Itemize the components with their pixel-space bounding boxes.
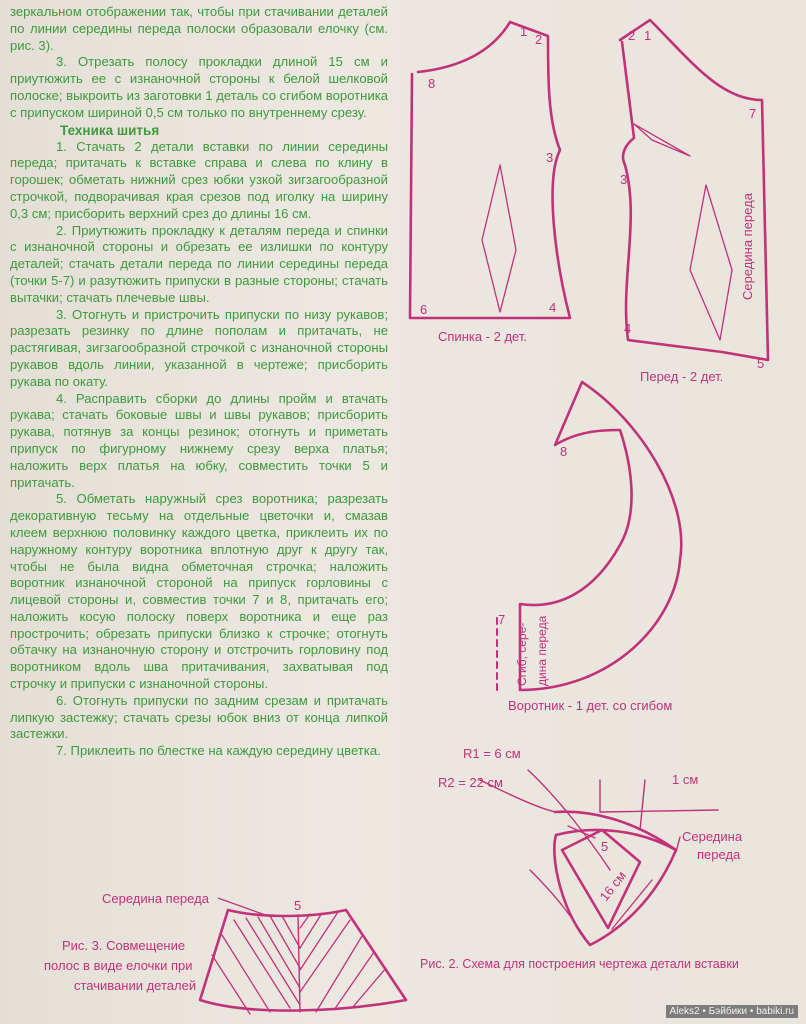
paragraph-sew-step-1: 1. Стачать 2 детали вставки по линии середины переда; притачать к вставке справа и слева по клину в горошек; обметать нижний срез юбки узкой зигзагообразной строчкой, подворачивая края срезов под иголку на ширину 0,3 см; присборить верхний срез до длины 16 см. (10, 138, 388, 221)
back-point-3: 3 (546, 150, 554, 165)
front-point-3: 3 (620, 172, 628, 187)
fig2-radius-r2: R2 = 22 см (438, 775, 503, 790)
site-watermark: Aleks2 • Бэйбики • babiki.ru (666, 1005, 798, 1018)
fig2-dim-16cm: 16 см (596, 868, 629, 904)
fig2-point-5: 5 (601, 839, 609, 854)
front-pattern-piece (620, 20, 768, 360)
front-point-7: 7 (749, 106, 757, 121)
front-caption: Перед - 2 дет. (640, 369, 724, 384)
paragraph-sew-step-3: 3. Отогнуть и пристрочить припуски по низу рукавов; разрезать резинку по длине пополам и притачать, не растягивая, зигзагообразной строчкой с изнаночной стороны рукавов вдоль линии, указанной в чертеже; присборить рукава по окату. (10, 306, 388, 389)
collar-fold-label-2: дина переда (535, 615, 549, 686)
front-point-5: 5 (757, 356, 765, 371)
front-point-4: 4 (624, 321, 632, 336)
front-center-label: Середина переда (740, 193, 755, 300)
back-point-6: 6 (420, 302, 428, 317)
back-point-1: 1 (520, 24, 528, 39)
back-point-4: 4 (549, 300, 557, 315)
fig3-caption-1: Рис. 3. Совмещение (62, 938, 186, 953)
herringbone-diagram (200, 910, 406, 1014)
paragraph-continued: зеркальном отображении так, чтобы при стачивании деталей по линии середины переда полоски образовали елочку (см. рис. 3). (10, 4, 388, 53)
section-heading-sewing-technique: Техника шитья (60, 122, 160, 138)
fig2-dim-1cm: 1 см (672, 772, 699, 787)
back-point-8: 8 (428, 76, 436, 91)
collar-point-7: 7 (498, 612, 506, 627)
fig2-center-label-2: переда (697, 847, 741, 862)
paragraph-sew-step-5: 5. Обметать наружный срез воротника; разрезать декоративную тесьму на отдельные цветочки и, смазав клеем верхнюю половинку каждого цветка, приклеить их по наружному контуру воротника вплотную друг к другу так, чтобы не была видна обметочная строчка; наложить воротник изнаночной стороной на припуск горловины с лицевой стороны и, совместив точки 7 и 8, притачать его; наложить косую полоску поверх воротника и еще раз прострочить; обрезать припуски близко к строчке; отогнуть обтачку на изнаночную сторону и отстрочить горловину под воротником вдоль шва притачивания, захватывая под строчку и припуски с изнаночной стороны. (10, 491, 388, 692)
fig3-center-label: Середина переда (102, 891, 209, 906)
back-caption: Спинка - 2 дет. (438, 329, 527, 344)
insert-construction-diagram (480, 770, 718, 945)
fig2-radius-r1: R1 = 6 см (463, 746, 521, 761)
back-pattern-piece (410, 22, 570, 318)
paragraph-sew-step-7: 7. Приклеить по блестке на каждую середину цветка. (56, 743, 381, 759)
front-point-2: 2 (628, 28, 636, 43)
collar-caption: Воротник - 1 дет. со сгибом (508, 698, 673, 713)
fig2-center-label-1: Середина (682, 829, 743, 844)
front-point-1: 1 (644, 28, 652, 43)
collar-point-8: 8 (560, 444, 568, 459)
back-point-2: 2 (535, 32, 543, 47)
fig2-caption: Рис. 2. Схема для построения чертежа детали вставки (420, 957, 739, 971)
fig3-caption-2: полос в виде елочки при (44, 958, 193, 973)
fig3-caption-3: стачивании деталей (74, 978, 197, 993)
paragraph-sew-step-6: 6. Отогнуть припуски по задним срезам и притачать липкую застежку; стачать срезы юбок вниз от конца липкой застежки. (10, 692, 388, 742)
collar-fold-label-1: Сгиб, сере- (515, 622, 529, 686)
paragraph-sew-step-4: 4. Расправить сборки до длины пройм и втачать рукава; стачать боковые швы и швы рукавов; присборить рукава, потянув за концы резинок; отогнуть и приметать припуск по фигурному нижнему срезу верха платья; наложить верх платья на юбку, совместить точки 5 и притачать. (10, 390, 388, 490)
paragraph-sew-step-2: 2. Приутюжить прокладку к деталям переда и спинки с изнаночной стороны и обрезать ее излишки по контуру деталей; стачать детали переда по линии середины переда (точки 5-7) и разутюжить припуски в разные стороны; стачать вытачки; стачать плечевые швы. (10, 222, 388, 305)
fig3-point-5: 5 (294, 898, 302, 913)
paragraph-step-3-interlining: 3. Отрезать полосу прокладки длиной 15 см и приутюжить ее с изнаночной стороны к белой шелковой полоске; выкроить из заготовки 1 деталь со сгибом воротника с припуском шириной 0,5 см только по внутреннему срезу. (10, 54, 388, 120)
